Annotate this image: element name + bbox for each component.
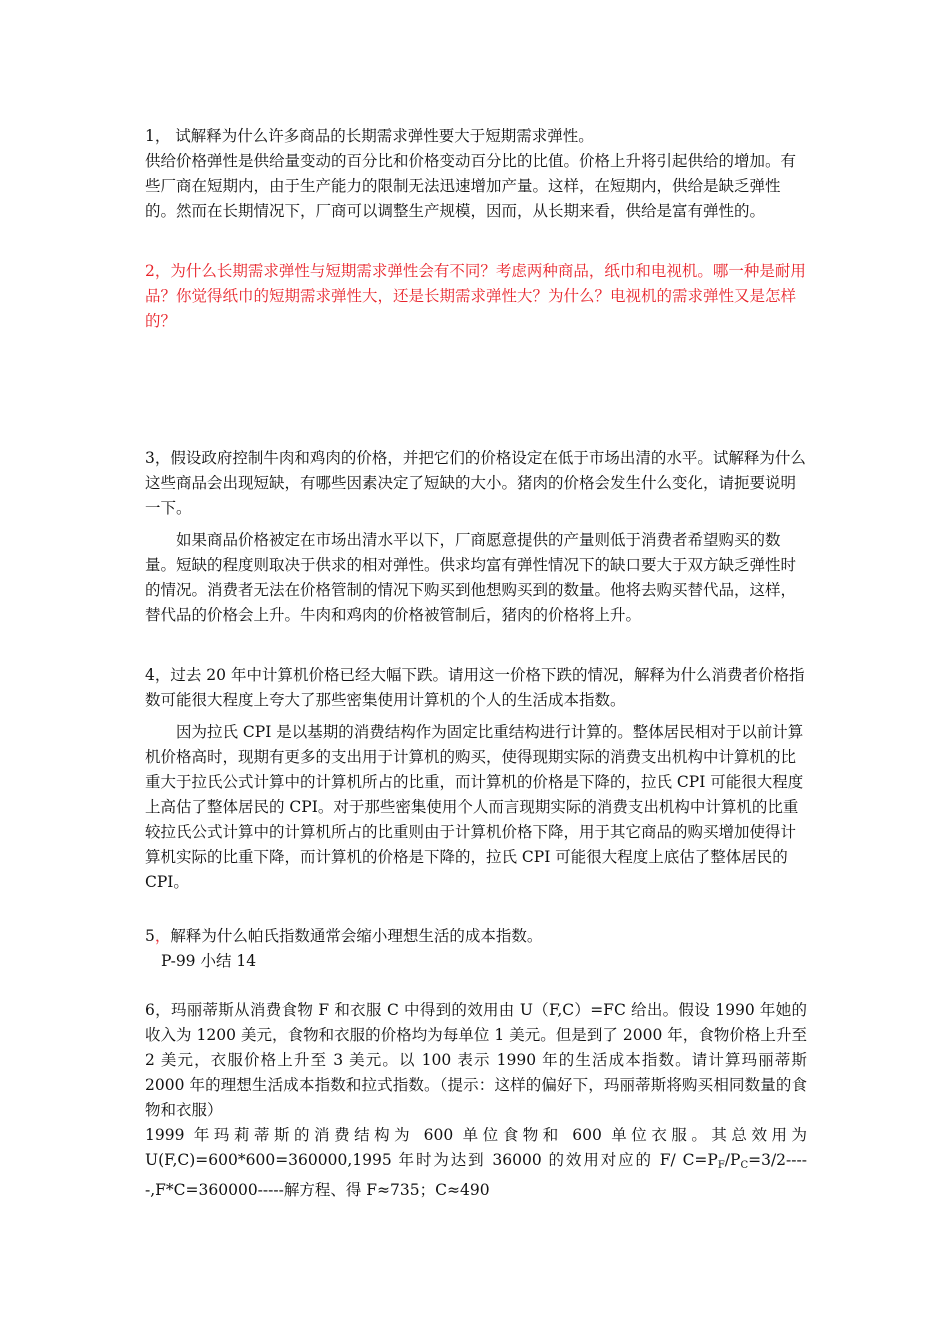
question-5-comma: ， <box>154 927 171 945</box>
answer-6-formula-rest: =3/2-----,F*C=360000-----解方程、得 F≈735；C≈490 <box>145 1151 807 1199</box>
question-5-section <box>145 924 807 974</box>
answer-5-text: P-99 小结 14 <box>161 952 257 970</box>
question-3-text: 3，假设政府控制牛肉和鸡肉的价格，并把它们的价格设定在低于市场出清的水平。试解释为什么这些商品会出现短缺，有哪些因素决定了短缺的大小。猪肉的价格会发生什么变化，请扼要说明一下。 <box>145 449 806 517</box>
question-1-section <box>145 124 807 224</box>
answer-6-line1: 1999 年玛莉蒂斯的消费结构为 600 单位食物和 600 单位衣服。其总效用为 U(F,C)=600*600=360000,1995 年时为达到 36000 的效用对应的 F/ <box>145 1126 807 1169</box>
answer-4-text: 因为拉氏 CPI 是以基期的消费结构作为固定比重结构进行计算的。整体居民相对于以前计算机价格高时，现期有更多的支出用于计算机的购买，使得现期实际的消费支出机构中计算机的比重大于拉氏公式计算中的计算机所占的比重，而计算机的价格是下降的，拉氏 CPI 可能很大程度上高估了整体居民的 CPI。对于那些密集使用个人而言现期实际的消费支出机构中计算机的比重较拉氏公式计算中的计算机所占的比重则由于计算机价格下降，用于其它商品的购买增加使得计算机实际的比重下降，而计算机的价格是下降的，拉氏 CPI 可能很大程度上底估了整体居民的 CPI。 <box>145 723 804 891</box>
question-2-text: 2，为什么长期需求弹性与短期需求弹性会有不同？考虑两种商品，纸巾和电视机。哪一种是耐用品？你觉得纸巾的短期需求弹性大，还是长期需求弹性大？为什么？电视机的需求弹性又是怎样的？ <box>145 262 806 330</box>
question-6-section <box>145 998 807 1203</box>
answer-6-subscript-f: F <box>717 1160 725 1171</box>
question-5-text: 解释为什么帕氏指数通常会缩小理想生活的成本指数。 <box>170 927 543 945</box>
answer-3-text: 如果商品价格被定在市场出清水平以下，厂商愿意提供的产量则低于消费者希望购买的数量。短缺的程度则取决于供求的相对弹性。供求均富有弹性情况下的缺口要大于双方缺乏弹性时的情况。消费者无法在价格管制的情况下购买到他想购买到的数量。他将去购买替代品，这样，替代品的价格会上升。牛肉和鸡肉的价格被管制后，猪肉的价格将上升。 <box>145 531 797 624</box>
answer-6-subscript-c: C <box>740 1160 749 1171</box>
answer-6-formula-start: C=P <box>682 1151 718 1169</box>
question-5-number: 5 <box>145 927 155 945</box>
question-6-text: 6，玛丽蒂斯从消费食物 F 和衣服 C 中得到的效用由 U（F,C）=FC 给出。假设 1990 年她的收入为 1200 美元，食物和衣服的价格均为每单位 1 美元。但是到了 2000 年，食物价格上升至 2 美元，衣服价格上升至 3 美元。以 100 表示 1990 年的生活成本指数。请计算玛丽蒂斯 2000 年的理想生活成本指数和拉式指数。（提示：这样的偏好下，玛丽蒂斯将购买相同数量的食物和衣服） <box>145 1001 807 1119</box>
question-5-line <box>145 924 807 949</box>
answer-6-text <box>145 1123 807 1203</box>
question-1-text: 1， 试解释为什么许多商品的长期需求弹性要大于短期需求弹性。 <box>145 127 594 145</box>
answer-6-slash: /P <box>724 1151 741 1169</box>
question-3-section <box>145 446 807 628</box>
question-4-text: 4，过去 20 年中计算机价格已经大幅下跌。请用这一价格下跌的情况，解释为什么消费者价格指数可能很大程度上夸大了那些密集使用计算机的个人的生活成本指数。 <box>145 666 805 709</box>
question-4-section <box>145 663 807 895</box>
question-2-section <box>145 259 807 334</box>
answer-1-text: 供给价格弹性是供给量变动的百分比和价格变动百分比的比值。价格上升将引起供给的增加。有些厂商在短期内，由于生产能力的限制无法迅速增加产量。这样，在短期内，供给是缺乏弹性的。然而在长期情况下，厂商可以调整生产规模，因而，从长期来看，供给是富有弹性的。 <box>145 152 797 220</box>
